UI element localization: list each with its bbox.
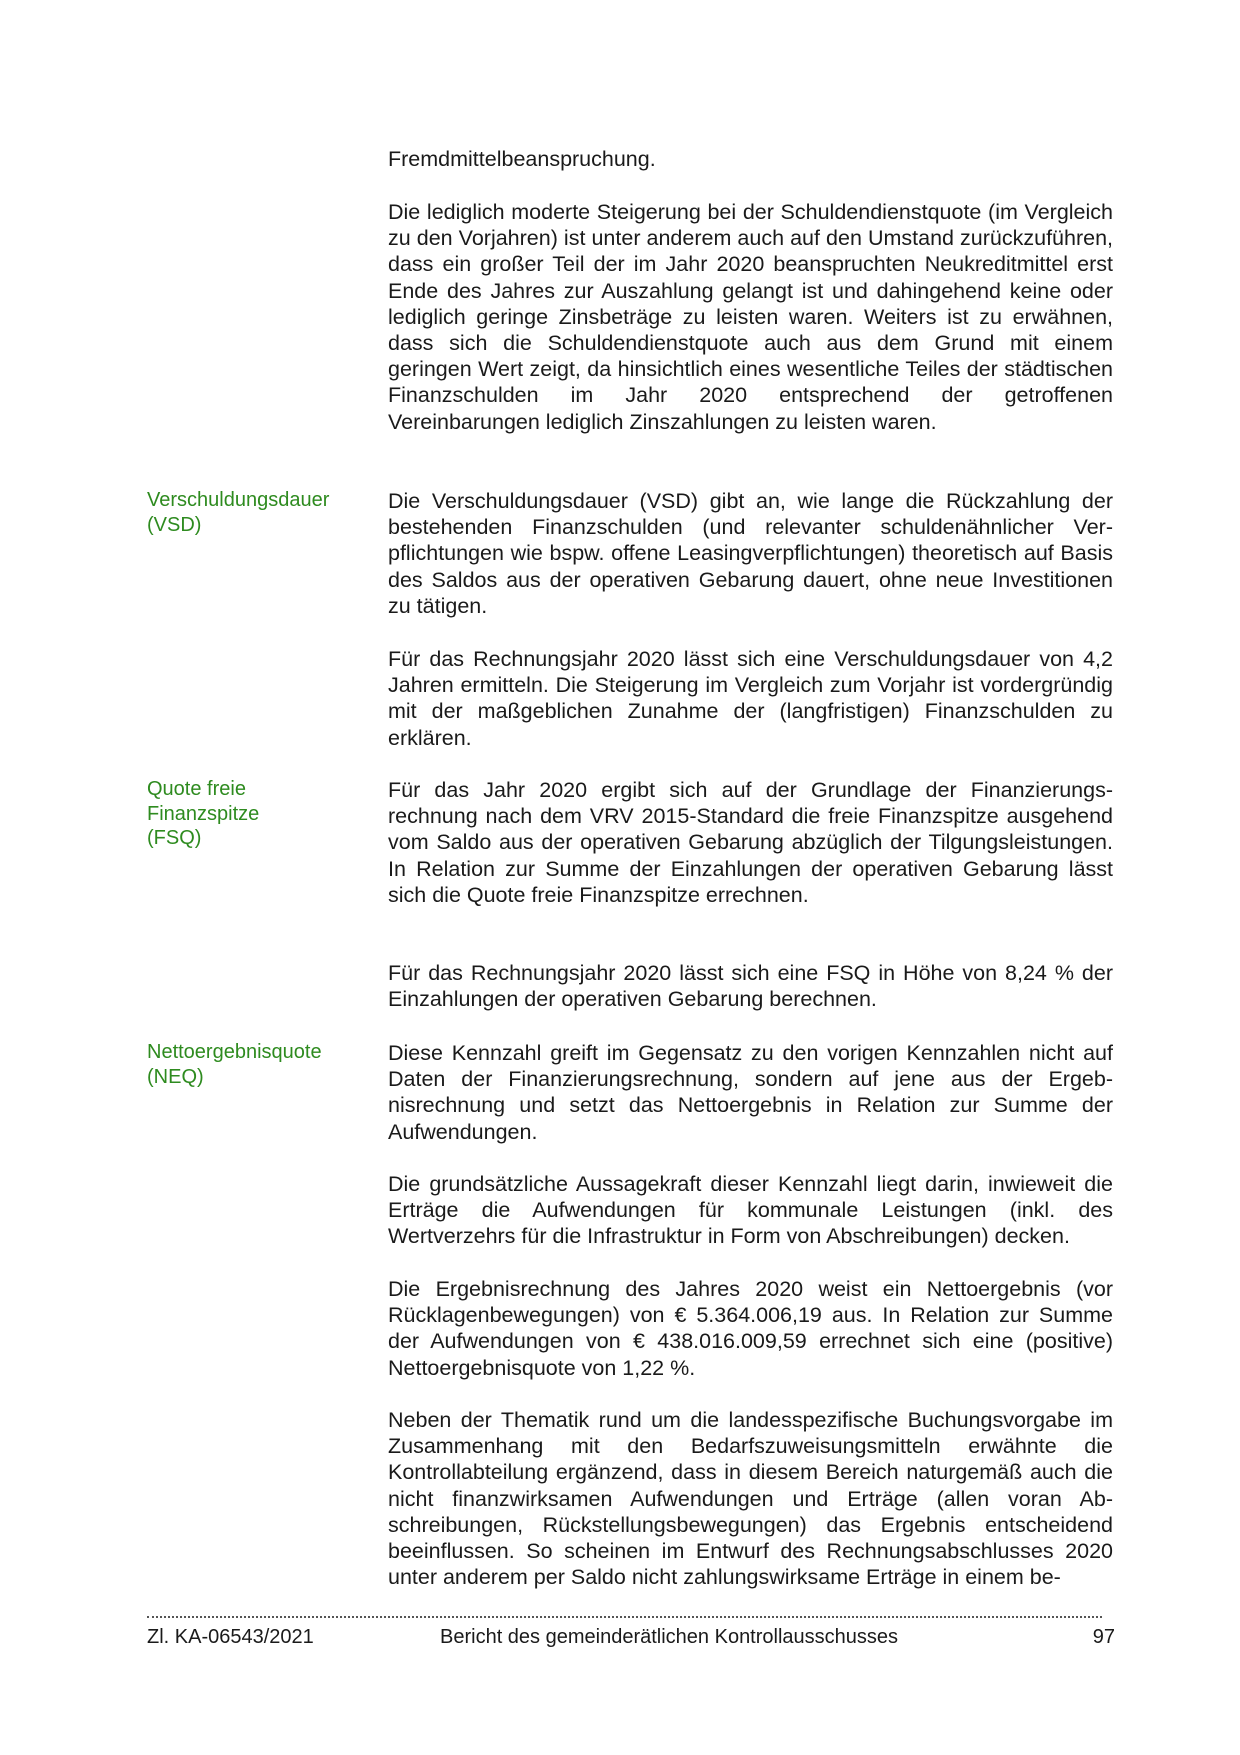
sidenote-neq-line2: (NEQ) [147,1065,204,1088]
sidenote-fsq [147,777,367,851]
sidenote-vsd-line1: Verschuldungsdauer [147,489,330,511]
paragraph-neq-meaning: Die grundsätzliche Aussagekraft dieser Kennzahl liegt darin, inwieweit die Erträge die Aufwendungen für kommunale Leistungen (inkl. des Wertverzehrs für die Infrastruktur in Form von Abschreibungen) decken. [388,1172,1113,1249]
sidenote-vsd-line2: (VSD) [147,513,202,536]
paragraph-vsd-definition: Die Verschuldungsdauer (VSD) gibt an, wie lange die Rückzahlung der bestehenden Finanzschulden (und relevanter schuldenähnlicher Verpflichtungen wie bspw. offene Leasingverpflichtungen) theoretisch auf Basis des Saldos aus der operativen Gebarung dauert, ohne neue Investitionen zu tätigen. [388,489,1113,618]
paragraph-vsd-result: Für das Rechnungsjahr 2020 lässt sich eine Verschuldungsdauer von 4,2 Jahren ermitteln. Die Steigerung im Vergleich zum Vorjahr ist vordergründig mit der maßgeblichen Zunahme der (langfristigen) Finanzschulden zu erklären. [388,647,1113,750]
sidenote-neq-line1: Nettoergebnisquote [147,1041,322,1063]
paragraph-neq-definition: Diese Kennzahl greift im Gegensatz zu den vorigen Kennzahlen nicht auf Daten der Finanzierungsrechnung, sondern auf jene aus der Ergebnisrechnung und setzt das Nettoergebnis in Relation zur Summe der Aufwendungen. [388,1041,1113,1144]
sidenote-vsd [147,488,367,537]
footer-divider [147,1616,1102,1618]
page-number: 97 [1092,1626,1115,1648]
paragraph-neq-result: Die Ergebnisrechnung des Jahres 2020 weist ein Nettoergebnis (vor Rücklagenbewegungen) von € 5.364.006,19 aus. In Relation zur Summe der Aufwendungen von € 438.016.009,59 errechnet sich eine (positive) Nettoergebnisquote von 1,22 %. [388,1277,1113,1380]
sidenote-neq [147,1040,367,1089]
sidenote-fsq-line3: (FSQ) [147,827,202,849]
sidenote-fsq-line2: Finanzspitze [147,802,260,825]
paragraph-buchungsvorgabe: Neben der Thematik rund um die landesspezifische Buchungsvorgabe im Zusammenhang mit den Bedarfszuweisungsmitteln erwähnte die Kontrollabteilung ergänzend, dass in diesem Bereich naturgemäß auch die nicht finanzwirksamen Aufwendungen und Erträge (allen voran Abschreibungen, Rückstellungsbewegungen) das Ergebnis entscheidend beeinflussen. So scheinen im Entwurf des Rechnungsabschlusses 2020 unter anderem per Saldo nicht zahlungswirksame Erträge in einem be- [388,1408,1113,1590]
sidenote-fsq-line1: Quote freie [147,778,246,800]
paragraph-fsq-result: Für das Rechnungsjahr 2020 lässt sich eine FSQ in Höhe von 8,24 % der Einzahlungen der operativen Gebarung berechnen. [388,961,1113,1012]
paragraph-schuldendienstquote: Die lediglich moderte Steigerung bei der Schuldendienstquote (im Vergleich zu den Vorjahren) ist unter anderem auch auf den Umstand zurückzuführen, dass ein großer Teil der im Jahr 2020 beanspruchten Neukreditmittel erst Ende des Jahres zur Auszahlung gelangt ist und dahingehend keine oder lediglich geringe Zinsbeträge zu leisten waren. Weiters ist zu erwähnen, dass sich die Schuldendienstquote auch aus dem Grund mit einem geringen Wert zeigt, da hinsichtlich eines wesentliche Teiles der städtischen Finanzschulden im Jahr 2020 entsprechend der getroffenen Vereinbarungen lediglich Zinszahlungen zu leisten waren. [388,200,1113,434]
footer-title: Bericht des gemeinderätlichen Kontrollausschusses [440,1626,899,1648]
paragraph-continuation: Fremdmittelbeanspruchung. [388,147,656,171]
footer-reference: Zl. KA-06543/2021 [147,1626,314,1648]
paragraph-fsq-definition: Für das Jahr 2020 ergibt sich auf der Grundlage der Finanzierungsrechnung nach dem VRV 2015-Standard die freie Finanzspitze ausgehend vom Saldo aus der operativen Gebarung abzüglich der Tilgungsleistungen. In Relation zur Summe der Einzahlungen der operativen Gebarung lässt sich die Quote freie Finanzspitze errechnen. [388,778,1113,907]
